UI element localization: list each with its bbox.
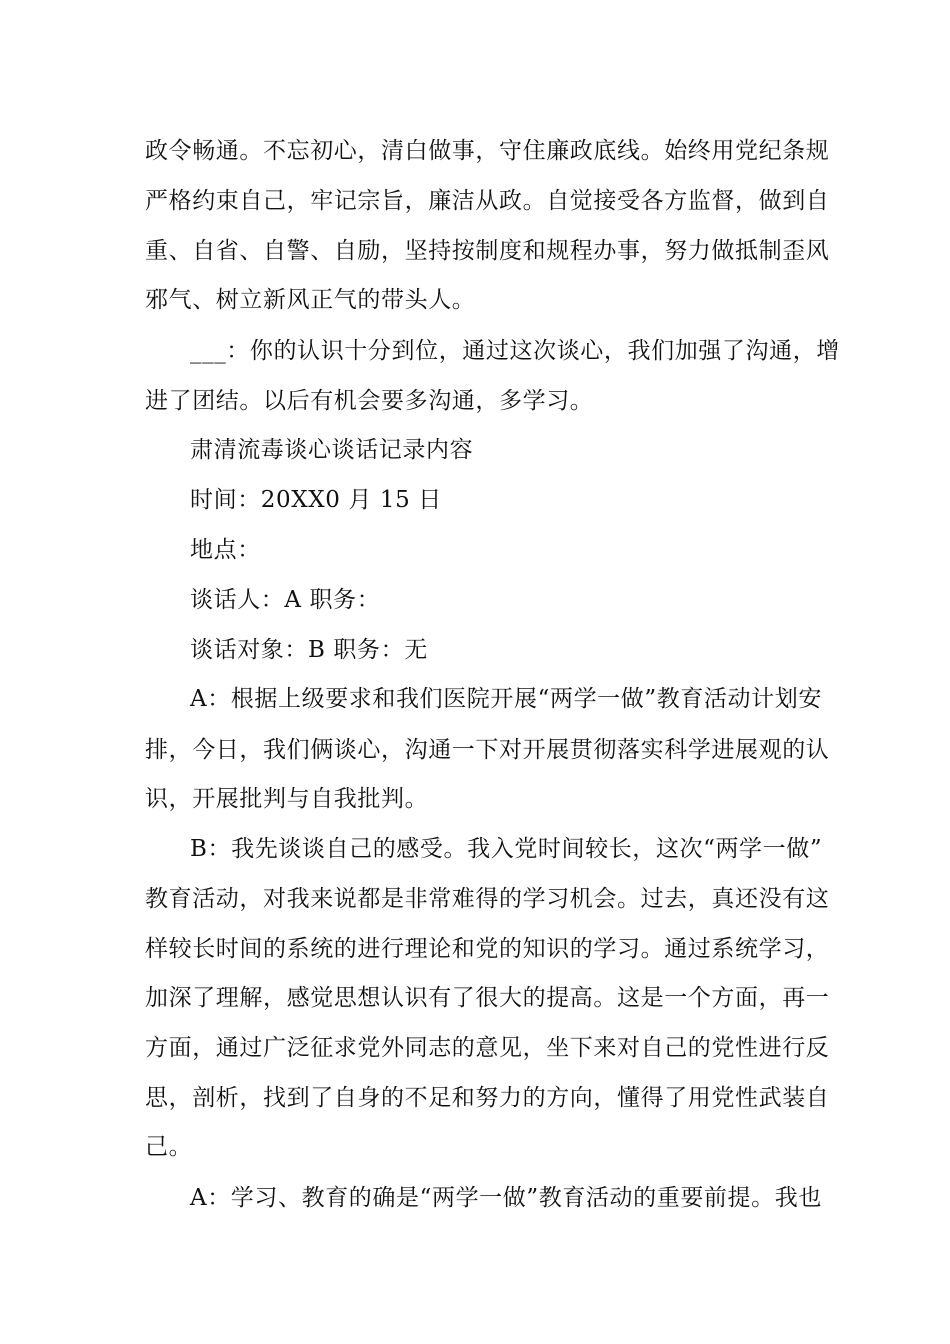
text-line: 识，开展批判与自我批判。 bbox=[145, 786, 429, 812]
text-line: 政令畅通。不忘初心，清白做事，守住廉政底线。始终用党纪条规 bbox=[145, 138, 830, 164]
text-line: 己。 bbox=[145, 1134, 193, 1160]
text-line: 排，今日，我们俩谈心，沟通一下对开展贯彻落实科学进展观的认 bbox=[145, 737, 830, 763]
text-line: 加深了理解，感觉思想认识有了很大的提高。这是一个方面，再一 bbox=[145, 985, 830, 1011]
text-line: 样较长时间的系统的进行理论和党的知识的学习。通过系统学习， bbox=[145, 936, 830, 962]
text-line: 教育活动，对我来说都是非常难得的学习机会。过去，真还没有这 bbox=[145, 886, 830, 912]
meeting-location: 地点： bbox=[190, 537, 261, 563]
text-line: 严格约束自己，牢记宗旨，廉洁从政。自觉接受各方监督，做到自 bbox=[145, 188, 830, 214]
section-title: 肃清流毒谈心谈话记录内容 bbox=[190, 437, 474, 463]
text-line: A：根据上级要求和我们医院开展“两学一做”教育活动计划安 bbox=[190, 686, 822, 712]
text-line: 重、自省、自警、自励，坚持按制度和规程办事，努力做抵制歪风 bbox=[145, 238, 830, 264]
text-line: B：我先谈谈自己的感受。我入党时间较长，这次“两学一做” bbox=[190, 836, 823, 862]
interviewer: 谈话人：A 职务： bbox=[190, 587, 381, 613]
text-line: 思，剖析，找到了自身的不足和努力的方向，懂得了用党性武装自 bbox=[145, 1085, 830, 1111]
interviewee: 谈话对象：B 职务：无 bbox=[190, 637, 428, 663]
meeting-time: 时间：20XX0 月 15 日 bbox=[190, 487, 442, 513]
text-line: 邪气、树立新风正气的带头人。 bbox=[145, 287, 476, 313]
text-line: A：学习、教育的确是“两学一做”教育活动的重要前提。我也 bbox=[190, 1185, 822, 1211]
text-line: 进了团结。以后有机会要多沟通，多学习。 bbox=[145, 388, 594, 414]
text-line: 方面，通过广泛征求党外同志的意见，坐下来对自己的党性进行反 bbox=[145, 1035, 830, 1061]
text-line: ___：你的认识十分到位，通过这次谈心，我们加强了沟通，增 bbox=[190, 338, 840, 364]
